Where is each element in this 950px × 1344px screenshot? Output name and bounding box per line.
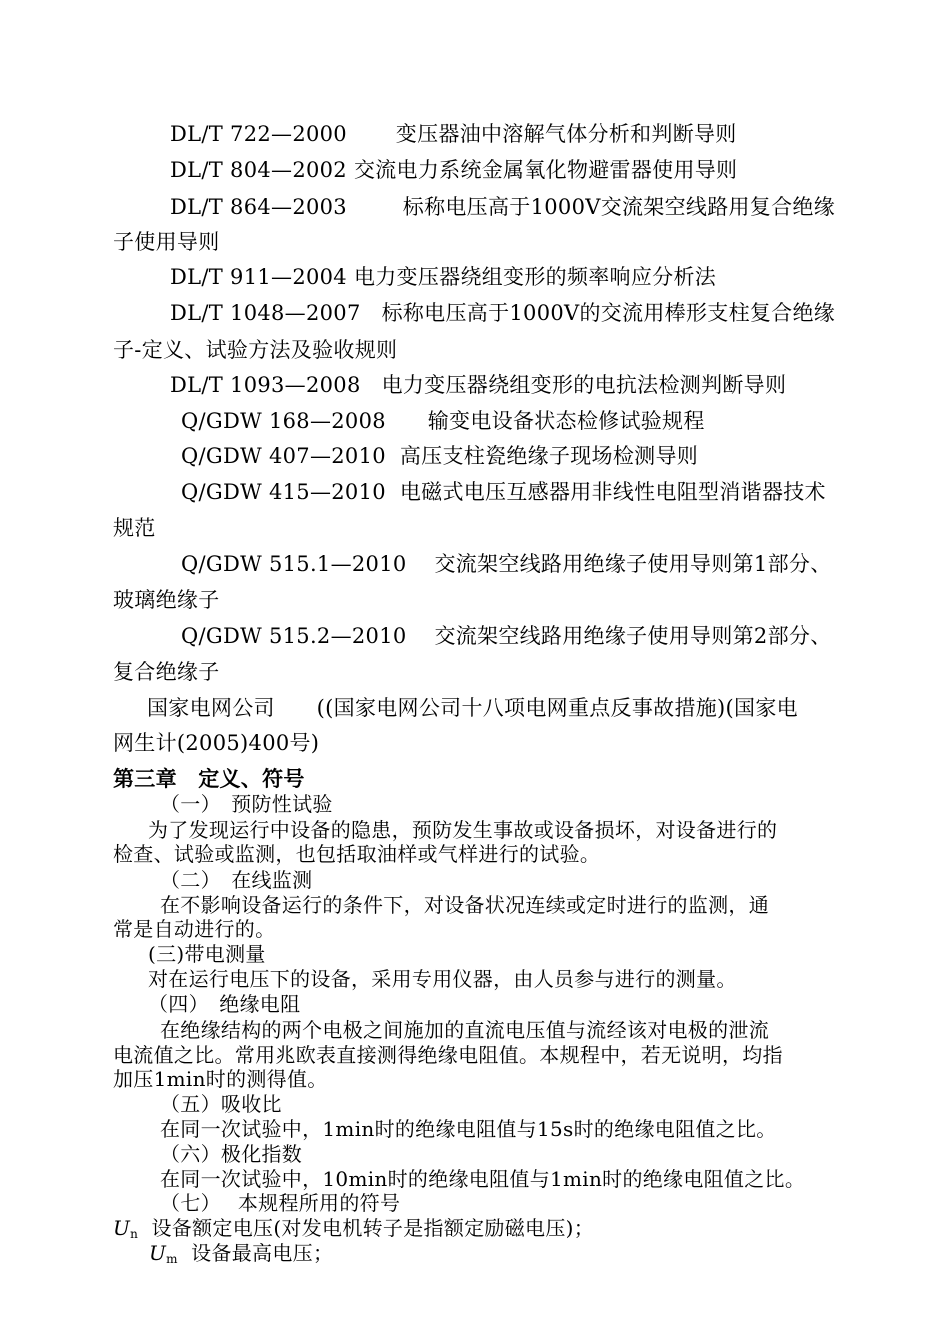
standard-title: 电磁式电压互感器用非线性电阻型消谐器技术 — [399, 480, 826, 504]
company-continuation: 网生计(2005)400号) — [113, 731, 320, 755]
standard-line — [181, 446, 698, 467]
standard-line — [181, 626, 832, 647]
definition-heading: （二） 在线监测 — [160, 868, 313, 892]
symbol-subscript: n — [130, 1227, 139, 1241]
standard-line — [170, 375, 786, 396]
standard-code: DL/T 911—2004 — [170, 265, 347, 289]
chapter-title: 第三章 定义、符号 — [113, 766, 305, 791]
standard-continuation: 玻璃绝缘子 — [113, 588, 220, 612]
definition-text: 对在运行电压下的设备，采用专用仪器，由人员参与进行的测量。 — [148, 967, 737, 991]
standard-code: Q/GDW 168—2008 — [181, 409, 386, 433]
standard-code: DL/T 1048—2007 — [170, 301, 361, 325]
symbol-line — [149, 1243, 333, 1265]
company-name: 国家电网公司 — [147, 696, 275, 720]
definition-text: 在同一次试验中，1min时的绝缘电阻值与15s时的绝缘电阻值之比。 — [160, 1117, 777, 1141]
standard-title: 变压器油中溶解气体分析和判断导则 — [395, 122, 737, 146]
standard-title: 交流架空线路用绝缘子使用导则第1部分、 — [434, 552, 832, 576]
standard-code: DL/T 1093—2008 — [170, 373, 361, 397]
company-line — [147, 698, 798, 719]
standard-code: Q/GDW 415—2010 — [181, 480, 386, 504]
definition-text: 在绝缘结构的两个电极之间施加的直流电压值与流经该对电极的泄流 — [160, 1018, 769, 1042]
definition-heading: （四） 绝缘电阻 — [148, 992, 301, 1016]
definition-text: 为了发现运行中设备的隐患，预防发生事故或设备损坏，对设备进行的 — [148, 818, 778, 842]
definition-text: 在同一次试验中，10min时的绝缘电阻值与1min时的绝缘电阻值之比。 — [160, 1167, 806, 1191]
standard-code: DL/T 864—2003 — [170, 195, 347, 219]
standard-line — [170, 267, 716, 288]
symbol-variable: U — [113, 1216, 131, 1240]
definition-text: 电流值之比。常用兆欧表直接测得绝缘电阻值。本规程中，若无说明，均指 — [113, 1043, 783, 1067]
symbol-subscript: m — [166, 1252, 178, 1266]
definition-heading: （七） 本规程所用的符号 — [160, 1191, 401, 1215]
standard-continuation: 复合绝缘子 — [113, 660, 220, 684]
symbol-line — [113, 1218, 594, 1240]
company-reference: ((国家电网公司十八项电网重点反事故措施)(国家电 — [316, 696, 798, 720]
standard-line — [181, 411, 705, 432]
standard-line — [170, 303, 835, 324]
standard-line — [170, 197, 835, 218]
definition-text: 检查、试验或监测，也包括取油样或气样进行的试验。 — [113, 842, 601, 866]
standard-title: 标称电压高于1000V的交流用棒形支柱复合绝缘 — [381, 301, 836, 325]
definition-heading: （一） 预防性试验 — [160, 792, 333, 816]
definition-heading: （五）吸收比 — [160, 1092, 282, 1116]
standard-continuation: 规范 — [113, 516, 156, 540]
standard-title: 输变电设备状态检修试验规程 — [427, 409, 705, 433]
standard-code: Q/GDW 515.2—2010 — [181, 624, 407, 648]
standard-code: DL/T 722—2000 — [170, 122, 347, 146]
definition-heading: （六）极化指数 — [160, 1142, 303, 1166]
definition-text: 在不影响设备运行的条件下，对设备状况连续或定时进行的监测，通 — [160, 893, 769, 917]
symbol-description: 设备最高电压； — [191, 1241, 334, 1265]
standard-code: DL/T 804—2002 — [170, 158, 347, 182]
standard-line — [170, 160, 737, 181]
definition-heading: (三)带电测量 — [148, 942, 266, 966]
definition-text: 加压1min时的测得值。 — [113, 1067, 328, 1091]
standard-line — [181, 482, 826, 503]
standard-title: 高压支柱瓷绝缘子现场检测导则 — [399, 444, 699, 468]
standard-code: Q/GDW 515.1—2010 — [181, 552, 407, 576]
symbol-description: 设备额定电压(对发电机转子是指额定励磁电压)； — [151, 1216, 595, 1240]
standard-title: 电力变压器绕组变形的频率响应分析法 — [353, 265, 717, 289]
standard-continuation: 子-定义、试验方法及验收规则 — [113, 338, 398, 362]
standard-title: 交流电力系统金属氧化物避雷器使用导则 — [353, 158, 738, 182]
standard-code: Q/GDW 407—2010 — [181, 444, 386, 468]
standard-title: 标称电压高于1000V交流架空线路用复合绝缘 — [402, 195, 835, 219]
symbol-variable: U — [149, 1241, 167, 1265]
standard-continuation: 子使用导则 — [113, 230, 220, 254]
standard-title: 交流架空线路用绝缘子使用导则第2部分、 — [434, 624, 832, 648]
standard-line — [181, 554, 832, 575]
definition-text: 常是自动进行的。 — [113, 917, 276, 941]
standard-line — [170, 124, 737, 145]
standard-title: 电力变压器绕组变形的电抗法检测判断导则 — [381, 373, 787, 397]
